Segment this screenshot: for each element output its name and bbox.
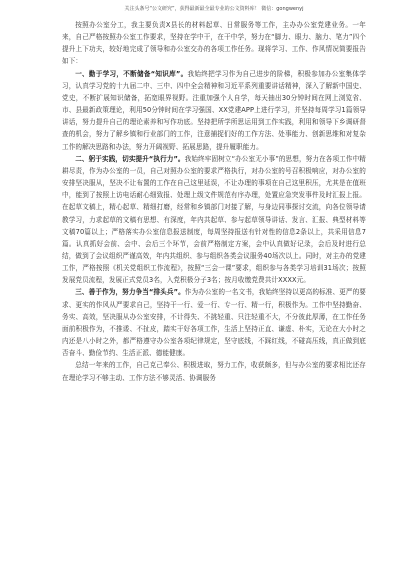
paragraph-intro-text: 按照办公室分工，我主要负责X县长的材料起草、日常服务等工作，主办办公室党建业务。一年来，自己严格按照办公室工作要求，坚持在学中干，在干中学，努力在“脚力、眼力、脑力、笔力”四个提升上下功夫，较好地完成了领导和办公室交办的各项工作任务。现将学习、工作、作风情况简要报告如下：	[62, 21, 366, 66]
paragraph-intro	[62, 19, 366, 68]
paragraph-summary	[62, 359, 366, 383]
paragraph-practice-text: 我始终牢固树立“办公室无小事”的思想，努力在各项工作中精耕尽责，作为办公室的一员，自己对照办公室的要求严格执行，对办公室的号召积极响应，对办公室的安排坚决服从，坚决不让布置的工作在自己这里延误，不让办理的事项在自己这里积压，尤其是在值班中，能到了按照上访电话耐心细致报、处理上级文件规范有序办理，处置应急突发事件及时汇报上报。在起草文稿上，精心起草、精细打磨，经常和乡镇部门对接了解，与身边同事探讨交流，向各位领导请教学习，力求起草的文稿有思想、有深度，年内共起草、参与起草领导讲话、发言、汇报、典型材料等文稿70篇以上；严格落实办公室信息报送制度，每周坚持报送有针对性的信息2条以上，共采用信息7篇。认真抓好会前、会中、会后三个环节，会前严格制定方案，会中认真做好记录，会后及时进行总结，做到了会议组织严谨高效，年内共组织、参与组织各类会议服务40场次以上。同时，对主办的党建工作，严格按照《机关党组织工作流程》，按照“三会一课”要求，组织参与各类学习培训31场次；按照发展党员流程，发展正式党员3名，入党积极分子3名；按月收缴党费共计XXXX元。	[62, 154, 366, 285]
paragraph-action-text: 作为办公室的一名文书，我始终坚持以更高的标准、更严的要求、更实的作风从严要求自己，坚持干一行、爱一行、专一行、精一行，积极作为。工作中坚持勤奋、务实、高效，坚决服从办公室安排，不计得失、不挑轻重、只注轻重不大，不分彼此厚薄，在工作任务面前积极作为，不推诿、不扯皮，踏实干好各项工作，生活上坚持正直、谦虚、朴实，无论在大小时之内还是八小时之外，都严格遵守办公室各项纪律规定，坚守底线，不踩红线，不碰高压线，真正做到底否奋斗、勤俭节约、生活正派、德能健康。	[62, 288, 366, 358]
header-note: 关注头条号“公文研究”，获得最新最全最专业的公文资料库！ 微信：gongwenyj	[124, 6, 304, 12]
heading-action: 三、善于作为，努力争当“排头兵”。	[75, 288, 185, 297]
heading-study: 一、勤于学习，不断储备“知识库”。	[75, 69, 188, 78]
paragraph-study	[62, 68, 366, 153]
paragraph-summary-text: 总结一年来的工作，自己克己奉公、积极进取，努力工作，收获颇多，但与办公室的要求相比还存在理论学习不够主动、工作方法不够灵活、协调服务	[62, 361, 366, 382]
paragraph-study-text: 我始终把学习作为自己进步的阶梯，积极参加办公室集体学习，认真学习党的十九届二中、三中、四中全会精神和习近平系列重要讲话精神，深入了解新中国史、党史，不断扩展知识储备，拓宽眼界视野。注重加强个人自学，每天抽出30分钟时间在网上浏览省、市、县最新政策理论，利用50分钟时间在学习强国、XX党建APP上进行学习，并坚持每周学习1篇领导讲话，努力提升自己的理论素养和写作功底。坚持把所学所思运用到工作实践，利用和领导下乡调研督查的机会，努力了解乡镇和行业部门的工作，注意捕捉们好的工作方法、处事能力、创新思维和对复杂工作的解决思路和办法，努力开阔视野、拓展思路，提升履职能力。	[62, 69, 366, 151]
heading-practice: 二、躬于实践，切实提升“执行力”。	[75, 154, 185, 163]
paragraph-action	[62, 286, 366, 359]
paragraph-practice	[62, 153, 366, 287]
